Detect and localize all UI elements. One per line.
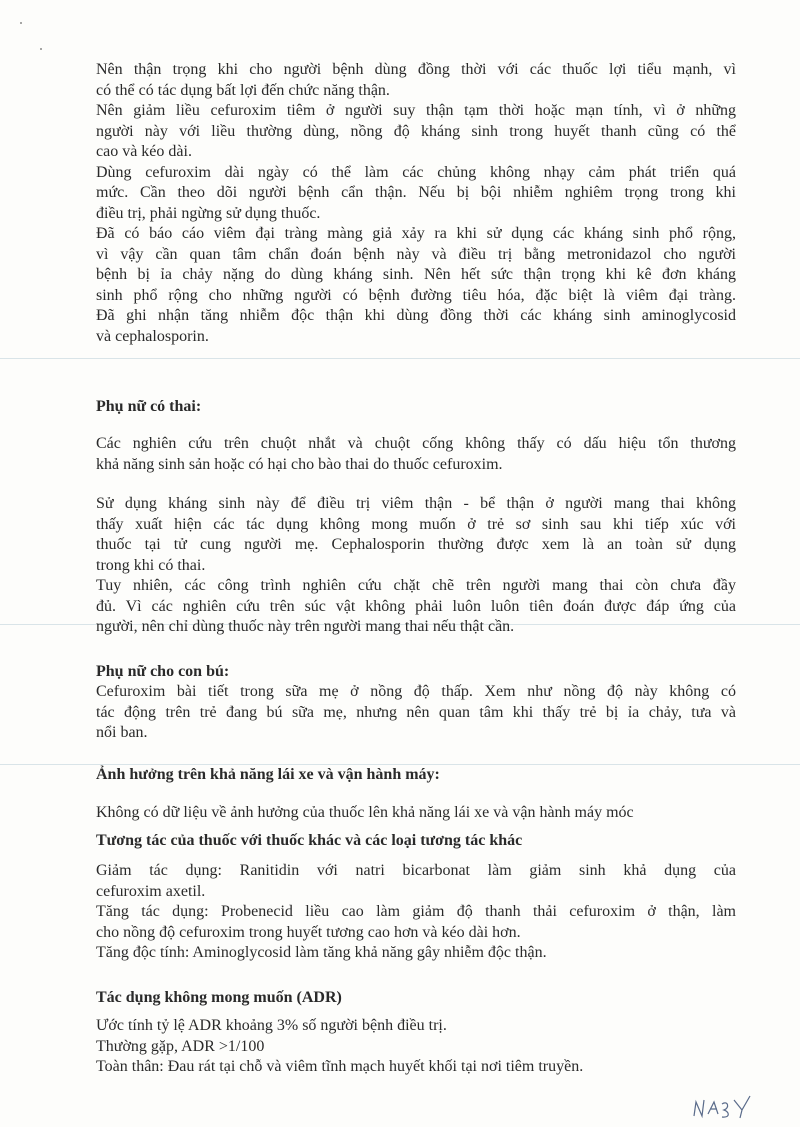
text-line: Dùng cefuroxim dài ngày có thể làm các chủng không nhạy cảm phát triển quá	[96, 163, 736, 181]
text-line: Đã có báo cáo viêm đại tràng màng giả xảy ra khi sử dụng các kháng sinh phổ rộng,	[96, 225, 736, 242]
text-line: Tăng tác dụng: Probenecid liều cao làm giảm độ thanh thải cefuroxim ở thận, làm	[96, 903, 736, 920]
pregnancy-para1	[96, 434, 736, 475]
scan-speck	[40, 48, 42, 50]
text-line: Toàn thân: Đau rát tại chỗ và viêm tĩnh mạch huyết khối tại nơi tiêm truyền.	[96, 1058, 584, 1075]
text-line: Đã ghi nhận tăng nhiễm độc thận khi dùng đồng thời các kháng sinh aminoglycosid	[96, 307, 736, 324]
adr-heading-block	[96, 988, 736, 1008]
text-line: người, nên chỉ dùng thuốc này trên người mang thai nếu thật cần.	[96, 618, 515, 635]
text-line: Ước tính tỷ lệ ADR khoảng 3% số người bệnh điều trị.	[96, 1017, 447, 1034]
text-line: thuốc tại tử cung người mẹ. Cephalosporin thường được xem là an toàn sử dụng	[96, 536, 736, 553]
text-line: điều trị, phải ngừng sử dụng thuốc.	[96, 204, 321, 222]
text-line: cao và kéo dài.	[96, 143, 192, 160]
text-line: Tăng độc tính: Aminoglycosid làm tăng khả năng gây nhiễm độc thận.	[96, 944, 547, 961]
section-heading-adr: Tác dụng không mong muốn (ADR)	[96, 989, 342, 1006]
scan-line	[0, 358, 800, 359]
text-line: khả năng sinh sản hoặc có hại cho bào thai do thuốc cefuroxim.	[96, 455, 503, 473]
section-heading-pregnancy: Phụ nữ có thai:	[96, 398, 202, 415]
text-line: Các nghiên cứu trên chuột nhắt và chuột cống không thấy có dấu hiệu tổn thương	[96, 435, 736, 452]
section-heading-breastfeeding: Phụ nữ cho con bú:	[96, 663, 230, 680]
text-line: và cephalosporin.	[96, 327, 209, 345]
text-line: có thể có tác dụng bất lợi đến chức năng thận.	[96, 81, 390, 99]
text-line: Nên giảm liều cefuroxim tiêm ở người suy thận tạm thời hoặc mạn tính, vì ở những	[96, 102, 736, 119]
interactions-heading-block	[96, 831, 736, 851]
text-line: cho nồng độ cefuroxim trong huyết tương cao hơn và kéo dài hơn.	[96, 923, 521, 941]
text-line: bệnh bị ỉa chảy nặng do dùng kháng sinh. Nên hết sức thận trọng khi kê đơn kháng	[96, 266, 736, 283]
driving-heading-block	[96, 765, 736, 785]
text-line: cefuroxim axetil.	[96, 882, 206, 900]
section-heading-interactions: Tương tác của thuốc với thuốc khác và các loại tương tác khác	[96, 832, 523, 849]
text-line: Sử dụng kháng sinh này để điều trị viêm thận - bể thận ở người mang thai không	[96, 495, 736, 512]
text-line: mức. Cần theo dõi người bệnh cẩn thận. Nếu bị bội nhiễm nghiêm trọng trong khi	[96, 184, 736, 201]
pregnancy-heading-block	[96, 397, 736, 417]
scan-speck	[20, 22, 22, 24]
adr-text	[96, 1016, 736, 1078]
text-line: Tuy nhiên, các công trình nghiên cứu chặt chẽ trên người mang thai còn chưa đầy	[96, 577, 736, 594]
text-line: nổi ban.	[96, 724, 148, 741]
text-line: tác động trên trẻ đang bú sữa mẹ, nhưng nên quan tâm khi thấy trẻ bị ỉa chảy, tưa và	[96, 703, 736, 721]
text-line: sinh phổ rộng cho những người có bệnh đường tiêu hóa, đặc biệt là viêm đại tràng.	[96, 286, 736, 304]
warnings-section	[96, 60, 736, 347]
text-line: Không có dữ liệu về ảnh hưởng của thuốc lên khả năng lái xe và vận hành máy móc	[96, 804, 634, 821]
text-line: Thường gặp, ADR >1/100	[96, 1037, 265, 1055]
text-line: Cefuroxim bài tiết trong sữa mẹ ở nồng độ thấp. Xem như nồng độ này không có	[96, 683, 736, 700]
driving-text	[96, 803, 736, 824]
breastfeeding-section	[96, 662, 736, 744]
text-line: thấy xuất hiện các tác dụng không mong muốn ở trẻ sơ sinh sau khi tiếp xúc với	[96, 515, 736, 533]
text-line: Giảm tác dụng: Ranitidin với natri bicarbonat làm giảm sinh khả dụng của	[96, 862, 736, 879]
handwritten-initials-signature	[690, 1092, 760, 1122]
pregnancy-para2	[96, 494, 736, 638]
text-line: người này với liều thường dùng, nồng độ kháng sinh trong huyết thanh cũng có thể	[96, 122, 736, 140]
text-line: Nên thận trọng khi cho người bệnh dùng đồng thời với các thuốc lợi tiểu mạnh, vì	[96, 61, 736, 78]
text-line: vì vậy cần quan tâm chẩn đoán bệnh này và điều trị bằng metronidazol cho người	[96, 245, 736, 263]
text-line: đủ. Vì các nghiên cứu trên súc vật không phải luôn luôn tiên đoán được đáp ứng của	[96, 597, 736, 615]
section-heading-driving: Ảnh hưởng trên khả năng lái xe và vận hành máy:	[96, 766, 440, 783]
text-line: trong khi có thai.	[96, 556, 206, 574]
interactions-text	[96, 861, 736, 964]
